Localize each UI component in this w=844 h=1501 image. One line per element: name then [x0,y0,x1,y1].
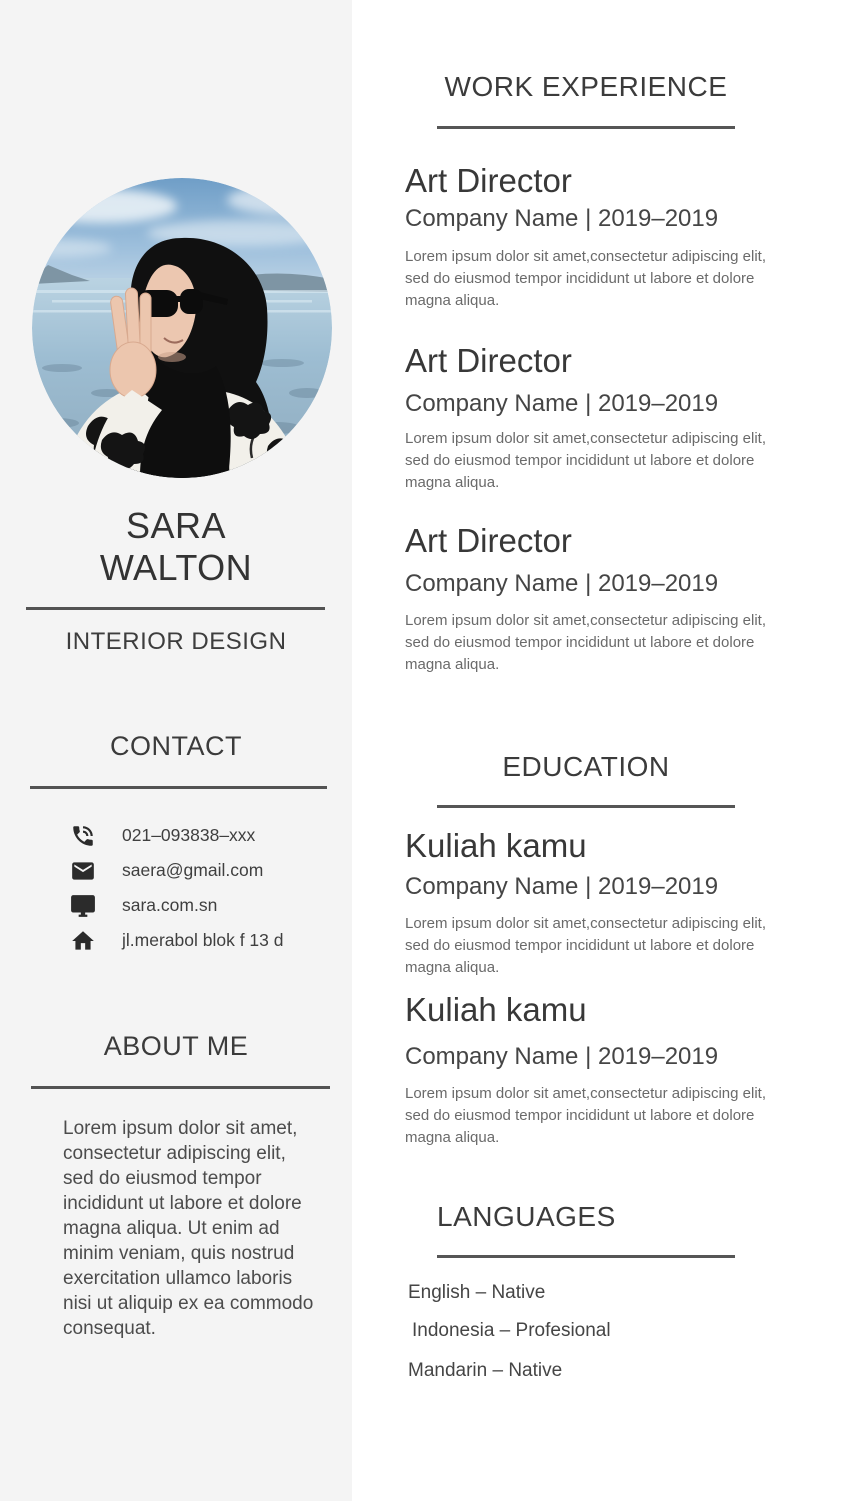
education-entry-company: Company Name | 2019–2019 [405,1043,719,1070]
languages-underline [437,1255,735,1258]
work-underline [437,126,735,129]
education-entry-title: Kuliah kamu [405,991,587,1028]
contact-row-phone [0,822,352,857]
website-icon [70,893,96,919]
education-entry-title: Kuliah kamu [405,827,587,864]
education-entry-description: Lorem ipsum dolor sit amet,consectetur adipiscing elit, sed do eiusmod tempor incididunt ut labore et dolore magna aliqua. [405,915,766,976]
education-entry-company: Company Name | 2019–2019 [405,873,719,900]
language-item: English – Native [408,1282,546,1303]
education-section-title: EDUCATION [502,751,670,782]
contact-row-website [0,892,352,927]
education-underline [437,805,735,808]
contact-divider [30,786,327,789]
education-entry-description: Lorem ipsum dolor sit amet,consectetur adipiscing elit, sed do eiusmod tempor incididunt ut labore et dolore magna aliqua. [405,1085,766,1146]
sidebar [0,0,352,1501]
about-section-title: ABOUT ME [103,1031,249,1061]
contact-address-value: jl.merabol blok f 13 d [122,930,284,950]
work-entry-company: Company Name | 2019–2019 [405,205,719,232]
profile-photo-illustration [32,178,332,478]
language-item: Indonesia – Profesional [412,1320,611,1341]
about-divider [31,1086,330,1089]
main-column [352,0,844,1501]
contact-phone-value: 021–093838–xxx [122,825,256,845]
work-entry-description: Lorem ipsum dolor sit amet,consectetur adipiscing elit, sed do eiusmod tempor incididunt ut labore et dolore magna aliqua. [405,612,766,673]
work-entry-company: Company Name | 2019–2019 [405,570,719,597]
work-entry-title: Art Director [405,342,572,379]
profile-photo [32,178,332,478]
work-entry-title: Art Director [405,162,572,199]
person-name-line1: SARA [125,505,227,546]
about-text: Lorem ipsum dolor sit amet, consectetur adipiscing elit, sed do eiusmod tempor incididunt ut labore et dolore magna aliqua. Ut enim ad minim veniam, quis nostrud exercitation ullamco laboris nisi ut aliquip ex ea commodo consequat. [63,1118,314,1339]
languages-section-title: LANGUAGES [437,1201,616,1232]
job-role: INTERIOR DESIGN [65,628,287,655]
home-icon [70,928,96,954]
phone-icon [70,823,96,849]
work-entry-description: Lorem ipsum dolor sit amet,consectetur adipiscing elit, sed do eiusmod tempor incididunt ut labore et dolore magna aliqua. [405,248,766,309]
language-item: Mandarin – Native [408,1360,563,1381]
email-icon [70,858,96,884]
work-entry-description: Lorem ipsum dolor sit amet,consectetur adipiscing elit, sed do eiusmod tempor incididunt ut labore et dolore magna aliqua. [405,430,766,491]
name-divider [26,607,325,610]
work-entry-company: Company Name | 2019–2019 [405,390,719,417]
contact-row-address [0,927,352,962]
contact-row-email [0,857,352,892]
contact-website-value: sara.com.sn [122,895,218,915]
contact-section-title: CONTACT [110,731,242,761]
contact-email-value: saera@gmail.com [122,860,264,880]
person-name-line2: WALTON [99,547,253,588]
work-section-title: WORK EXPERIENCE [444,71,728,102]
work-entry-title: Art Director [405,522,572,559]
person-name [0,505,352,589]
